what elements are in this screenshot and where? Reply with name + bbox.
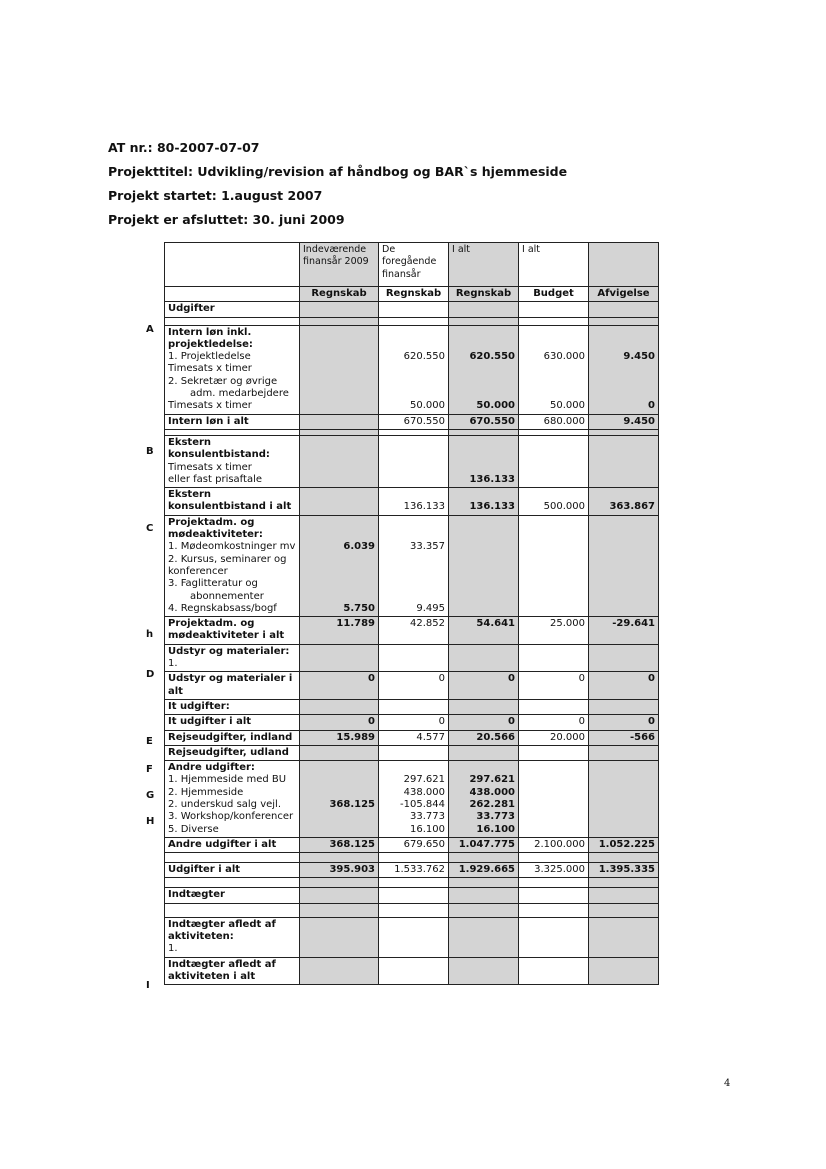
col-header-current-year: Indeværende finansår 2009 xyxy=(300,243,379,287)
col-header-total-regnskab: I alt xyxy=(449,243,519,287)
table-row: Rejseudgifter, indland 15.989 4.577 20.566 20.000 -566 xyxy=(165,730,659,745)
budget-table xyxy=(164,242,659,985)
table-row: Indtægter afledt af aktiviteten: 1. xyxy=(165,917,659,957)
at-number: AT nr.: 80-2007-07-07 xyxy=(108,140,260,155)
table-row-grand-total: Udgifter i alt 395.903 1.533.762 1.929.665 3.325.000 1.395.335 xyxy=(165,863,659,878)
udgifter-heading: Udgifter xyxy=(165,302,300,317)
row-letter-d: D xyxy=(146,669,155,680)
row-letter-i: I xyxy=(146,980,150,991)
indtaegter-heading-row xyxy=(165,888,659,903)
col-sub-c2: Regnskab xyxy=(379,287,449,302)
table-row: Indtægter afledt af aktiviteten i alt xyxy=(165,957,659,985)
document-header xyxy=(108,136,567,232)
project-title: Projekttitel: Udvikling/revision af håndbog og BAR`s hjemmeside xyxy=(108,164,568,179)
table-row: It udgifter: xyxy=(165,699,659,714)
table-row: Ekstern konsulentbistand i alt 136.133 136.133 500.000 363.867 xyxy=(165,488,659,516)
table-row: Ekstern konsulentbistand: Timesats x timer eller fast prisaftale 136.133 xyxy=(165,435,659,487)
table-row: Projektadm. og mødeaktiviteter: 1. Mødeomkostninger mv 2. Kursus, seminarer og konferencer 3. Faglitteratur og abonnementer 4. Regnskabsass/bogf 6.039 5.750 33.357 9.495 xyxy=(165,515,659,616)
table-row: Intern løn inkl. projektledelse: 1. Projektledelse Timesats x timer 2. Sekretær og øvrige adm. medarbejdere Timesats x timer 620.550 50.000 620.550 50.000 630.000 50.000 9.450 0 xyxy=(165,325,659,414)
table-row: Projektadm. og mødeaktiviteter i alt 11.789 42.852 54.641 25.000 -29.641 xyxy=(165,617,659,645)
col-sub-c5: Afvigelse xyxy=(589,287,659,302)
row-letter-g: G xyxy=(146,790,155,801)
table-row: Udstyr og materialer i alt 0 0 0 0 0 xyxy=(165,672,659,700)
section-a-title: Intern løn inkl. projektledelse: xyxy=(168,326,253,350)
page-number: 4 xyxy=(724,1078,731,1089)
col-header-total-budget: I alt xyxy=(519,243,589,287)
row-letter-h-sum: h xyxy=(146,629,154,640)
row-letter-e: E xyxy=(146,736,153,747)
project-finished: Projekt er afsluttet: 30. juni 2009 xyxy=(108,212,345,227)
table-row: Intern løn i alt 670.550 670.550 680.000 9.450 xyxy=(165,414,659,429)
col-sub-c1: Regnskab xyxy=(300,287,379,302)
col-sub-c3: Regnskab xyxy=(449,287,519,302)
row-letter-c: C xyxy=(146,523,154,534)
row-letter-b: B xyxy=(146,446,154,457)
project-started: Projekt startet: 1.august 2007 xyxy=(108,188,323,203)
col-header-previous-years: De foregående finansår xyxy=(379,243,449,287)
header-row-top xyxy=(165,243,659,287)
table-row: It udgifter i alt 0 0 0 0 0 xyxy=(165,715,659,730)
table-row: Andre udgifter: 1. Hjemmeside med BU 2. Hjemmeside 2. underskud salg vejl. 3. Workshop/konferencer 5. Diverse 368.125 297.621 438.000 -105.844 33.773 16.100 297.621 438.000 262.281 33.773 16.100 xyxy=(165,761,659,838)
row-letter-a: A xyxy=(146,324,154,335)
header-row-sub xyxy=(165,287,659,302)
col-sub-c4: Budget xyxy=(519,287,589,302)
table-row: Udstyr og materialer: 1. xyxy=(165,644,659,672)
table-row: Andre udgifter i alt 368.125 679.650 1.047.775 2.100.000 1.052.225 xyxy=(165,837,659,852)
udgifter-heading-row xyxy=(165,302,659,317)
row-letter-f: F xyxy=(146,764,153,775)
table-row: Rejseudgifter, udland xyxy=(165,745,659,760)
row-letter-hh: H xyxy=(146,816,155,827)
indtaegter-heading: Indtægter xyxy=(165,888,300,903)
